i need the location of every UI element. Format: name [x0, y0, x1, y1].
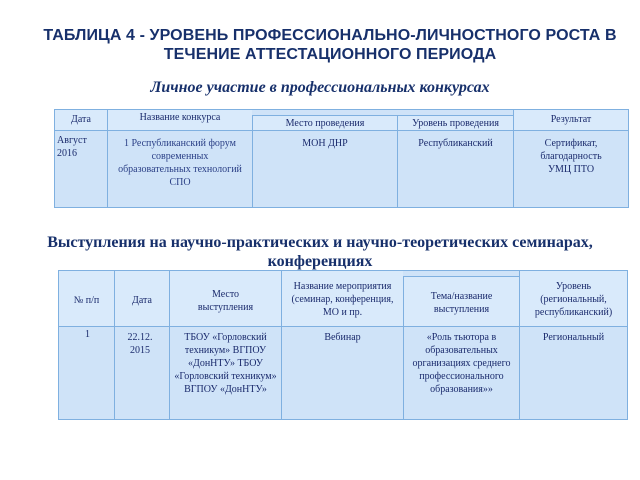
- header-event: Название мероприятия (семинар, конференция, МО и пр.: [281, 271, 403, 419]
- table2-cell-topic: «Роль тьютора в образовательных организациях среднего профессионального образования»»: [403, 326, 519, 419]
- table2-cell-venue: ТБОУ «Горловский техникум» ВГПОУ «ДонНТУ» ТБОУ «Горловский техникум» ВГПОУ «ДонНТУ»: [169, 326, 281, 419]
- header-level-2: Уровень (региональный, республиканский): [519, 271, 627, 419]
- header-venue: Место выступления: [169, 271, 281, 419]
- header-number: № п/п: [59, 271, 114, 419]
- table2-cell-level: Региональный: [519, 326, 627, 419]
- page-title: ТАБЛИЦА 4 - УРОВЕНЬ ПРОФЕССИОНАЛЬНО-ЛИЧНОСТНОГО РОСТА В ТЕЧЕНИЕ АТТЕСТАЦИОННОГО ПЕРИОДА: [43, 27, 617, 63]
- table2-cell-date: 22.12. 2015: [114, 326, 169, 419]
- header-date-2: Дата: [114, 271, 169, 419]
- section-heading-talks: Выступления на научно-практических и научно-теоретических семинарах, конференциях: [47, 234, 593, 270]
- table1-cell-place: МОН ДНР: [252, 130, 397, 207]
- table1-cell-date: Август 2016: [55, 130, 107, 207]
- table1-cell-result: Сертификат, благодарность УМЦ ПТО: [513, 130, 628, 207]
- header-place: Место проведения: [252, 115, 397, 207]
- table2-cell-number: 1: [59, 326, 114, 419]
- header-topic: Тема/название выступления: [403, 276, 519, 419]
- talks-table: [58, 270, 628, 420]
- header-level: Уровень проведения: [397, 115, 513, 207]
- header-date: Дата: [55, 110, 107, 207]
- contests-table: [54, 109, 629, 208]
- section-subtitle-contests: Личное участие в профессиональных конкурсах: [150, 79, 490, 96]
- header-result: Результат: [513, 110, 628, 207]
- header-contest-name: Название конкурса: [107, 110, 252, 207]
- table2-cell-event: Вебинар: [281, 326, 403, 419]
- table1-cell-name: 1 Республиканский форум современных образовательных технологий СПО: [107, 130, 252, 207]
- table1-cell-level: Республиканский: [397, 130, 513, 207]
